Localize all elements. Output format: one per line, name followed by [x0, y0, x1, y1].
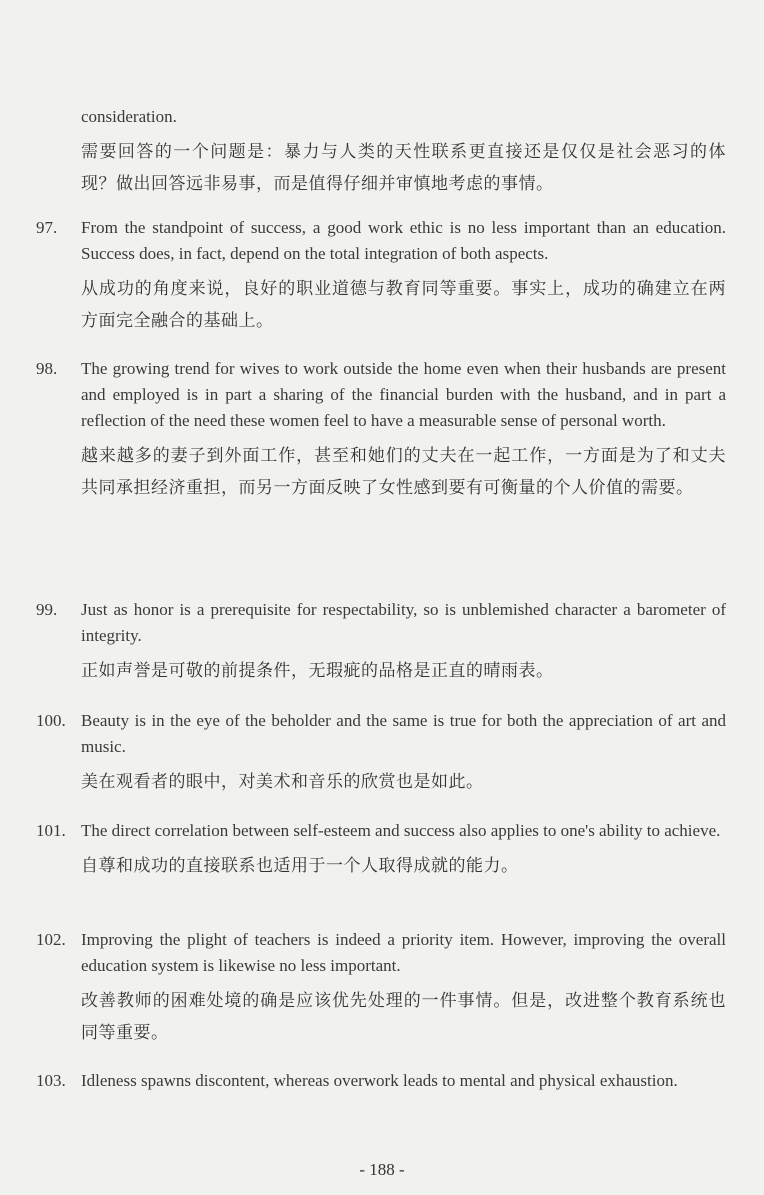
- chinese-translation: 美在观看者的眼中，对美术和音乐的欣赏也是如此。: [81, 772, 484, 792]
- entry-103: [36, 1068, 726, 1094]
- english-sentence: The direct correlation between self-esteem and success also applies to one's ability to achieve.: [81, 821, 721, 840]
- entry-number: 100.: [36, 711, 66, 730]
- english-sentence: Beauty is in the eye of the beholder and the same is true for both the appreciation of art and music.: [81, 711, 726, 756]
- english-sentence: Improving the plight of teachers is indeed a priority item. However, improving the overall education system is likewise no less important.: [81, 930, 726, 975]
- entry-number: 103.: [36, 1071, 66, 1090]
- entry-number: 98.: [36, 359, 58, 378]
- entry-number: 99.: [36, 600, 58, 619]
- page-number: - 188 -: [359, 1160, 405, 1179]
- english-sentence: Just as honor is a prerequisite for respectability, so is unblemished character a barometer of integrity.: [81, 600, 726, 645]
- chinese-translation: 正如声誉是可敬的前提条件，无瑕疵的品格是正直的晴雨表。: [81, 661, 554, 681]
- chinese-translation: 越来越多的妻子到外面工作，甚至和她们的丈夫在一起工作，一方面是为了和丈夫共同承担经济重担，而另一方面反映了女性感到要有可衡量的个人价值的需要。: [81, 446, 726, 498]
- entry-100: [36, 708, 726, 798]
- english-sentence: consideration.: [81, 107, 177, 126]
- entry-99: [36, 597, 726, 687]
- entry-101: [36, 818, 726, 882]
- entry-number: 102.: [36, 930, 66, 949]
- entry-number: 101.: [36, 821, 66, 840]
- english-sentence: Idleness spawns discontent, whereas overwork leads to mental and physical exhaustion.: [81, 1071, 678, 1090]
- entry-102: [36, 927, 726, 1049]
- chinese-translation: 自尊和成功的直接联系也适用于一个人取得成就的能力。: [81, 856, 519, 876]
- entry-96-continued: [36, 104, 726, 200]
- entry-98: [36, 356, 726, 504]
- english-sentence: From the standpoint of success, a good work ethic is no less important than an education. Success does, in fact, depend on the total integration of both aspects.: [81, 218, 726, 263]
- entry-number: 97.: [36, 218, 58, 237]
- chinese-translation: 从成功的角度来说，良好的职业道德与教育同等重要。事实上，成功的确建立在两方面完全融合的基础上。: [81, 279, 726, 331]
- chinese-translation: 改善教师的困难处境的确是应该优先处理的一件事情。但是，改进整个教育系统也同等重要。: [81, 991, 726, 1043]
- entry-97: [36, 215, 726, 337]
- chinese-translation: 需要回答的一个问题是：暴力与人类的天性联系更直接还是仅仅是社会恶习的体现？做出回答远非易事，而是值得仔细并审慎地考虑的事情。: [81, 142, 726, 194]
- english-sentence: The growing trend for wives to work outside the home even when their husbands are present and employed is in part a sharing of the financial burden with the husband, and in part a reflection of the need these women feel to have a measurable sense of personal worth.: [81, 359, 726, 430]
